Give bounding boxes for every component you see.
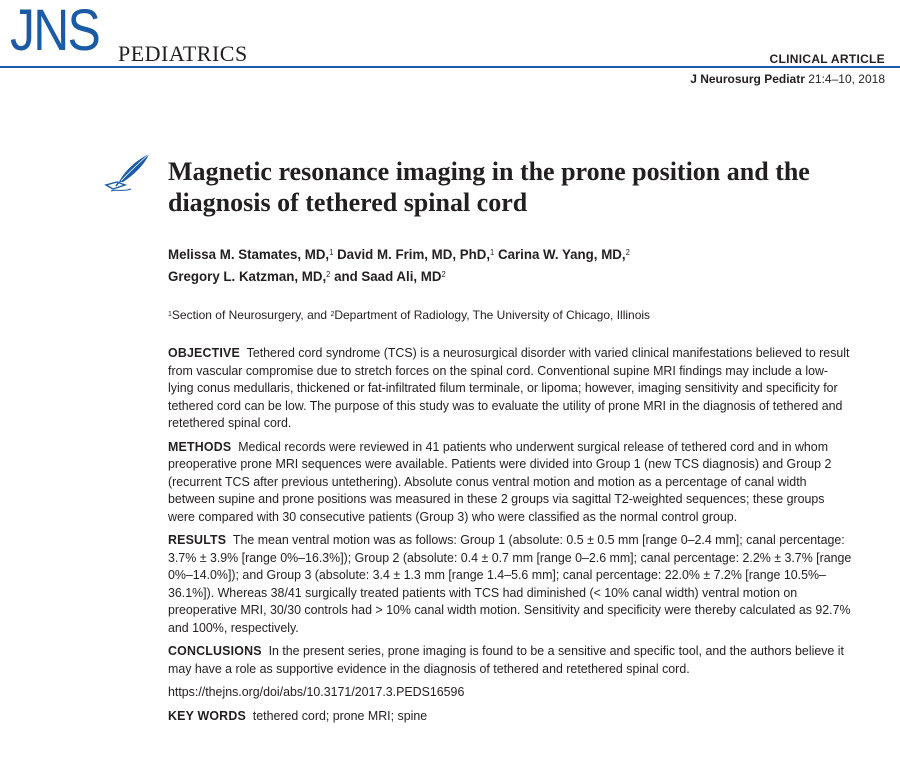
affiliation-mark: 2 — [330, 311, 335, 318]
author-affiliation-mark: 2 — [441, 270, 446, 279]
affiliations — [168, 307, 650, 323]
keywords — [168, 707, 852, 725]
section-text: Medical records were reviewed in 41 patients who underwent surgical release of tethered cord and in whom preoperative prone MRI sequences were available. Patients were divided into Group 1 (new TCS diagnosis) and Group 2 (recurrent TCS after previous untethering). Absolute conus ventral motion and motion as a percentage of canal width between supine and prone positions was measured in these 2 groups via sagittal T2-weighted sequences; these groups were compared with 30 consecutive patients (Group 3) who were classified as the normal control group. — [168, 438, 832, 524]
author-line-2 — [168, 265, 833, 287]
affiliation-text: Department of Radiology, The University of Chicago, Illinois — [334, 308, 651, 322]
abstract-methods — [168, 438, 852, 526]
keywords-text: tethered cord; prone MRI; spine — [252, 707, 428, 723]
author-affiliation-mark: 2 — [326, 270, 331, 279]
abstract-conclusions — [168, 642, 852, 677]
section-text: The mean ventral motion was as follows: Group 1 (absolute: 0.5 ± 0.5 mm [range 0–2.4 mm]; canal percentage: 3.7% ± 3.9% [range 0%–16.3%]); Group 2 (absolute: 0.4 ± 0.7 mm [range 0–2.6 mm]; canal percentage: 2.2% ± 3.7% [range 0%–14.0%]); and Group 3 (absolute: 3.4 ± 1.3 mm [range 1.4–5.6 mm]; canal percentage: 22.0% ± 7.2% [range 10.5%–36.1%]). Whereas 38/41 surgically treated patients with TCS had diminished (< 10% canal width) ventral motion on preoperative MRI, 30/30 controls had > 10% canal width motion. Sensitivity and specificity were thereby calculated as 92.7% and 100%, respectively. — [168, 532, 852, 635]
section-heading: METHODS — [168, 438, 232, 454]
abstract — [168, 344, 852, 730]
author-name: Gregory L. Katzman, MD, — [168, 268, 327, 284]
abstract-objective — [168, 344, 852, 432]
author-name: and Saad Ali, MD — [330, 268, 442, 284]
section-heading: RESULTS — [168, 532, 227, 547]
section-heading: OBJECTIVE — [168, 345, 240, 360]
section-heading: KEY WORDS — [168, 707, 246, 723]
section-heading: CONCLUSIONS — [168, 643, 262, 658]
journal-issue: 21:4–10, 2018 — [808, 72, 885, 86]
quill-pen-icon — [103, 152, 153, 194]
journal-name: J Neurosurg Pediatr — [690, 72, 805, 86]
section-text: Tethered cord syndrome (TCS) is a neurosurgical disorder with varied clinical manifestations believed to result from vascular compromise due to stretch forces on the spinal cord. Conventional supine MRI findings may include a low-lying conus medullaris, thickened or fat-infiltrated filum terminale, or lipoma; however, imaging sensitivity and specificity for tethered cord can be low. The purpose of this study was to evaluate the utility of prone MRI in the diagnosis of tethered and retethered spinal cord. — [168, 345, 850, 430]
author-affiliation-mark: 2 — [625, 248, 630, 257]
article-title: Magnetic resonance imaging in the prone position and the diagnosis of tethered spinal cord — [168, 157, 810, 217]
doi-link[interactable]: https://thejns.org/doi/abs/10.3171/2017.3.PEDS16596 — [168, 684, 465, 699]
logo-pediatrics-text: PEDIATRICS — [118, 41, 248, 66]
author-name: Carina W. Yang, MD, — [494, 246, 626, 262]
author-affiliation-mark: 1 — [490, 248, 495, 257]
author-line-1 — [168, 243, 833, 265]
article-type-label: CLINICAL ARTICLE — [769, 52, 885, 66]
header-rule — [0, 66, 900, 68]
author-name: David M. Frim, MD, PhD, — [333, 246, 491, 262]
affiliation-mark: 1 — [168, 311, 172, 318]
logo-jns-text: JNS — [10, 0, 100, 63]
affiliation-text: Section of Neurosurgery, and — [171, 308, 331, 322]
author-list — [168, 243, 833, 287]
journal-citation — [690, 72, 885, 86]
author-affiliation-mark: 1 — [329, 248, 334, 257]
author-name: Melissa M. Stamates, MD, — [168, 246, 330, 262]
abstract-results — [168, 531, 852, 636]
section-text: In the present series, prone imaging is found to be a sensitive and specific tool, and the authors believe it may have a role as supportive evidence in the diagnosis of tethered and retethered spinal cord. — [168, 643, 844, 676]
